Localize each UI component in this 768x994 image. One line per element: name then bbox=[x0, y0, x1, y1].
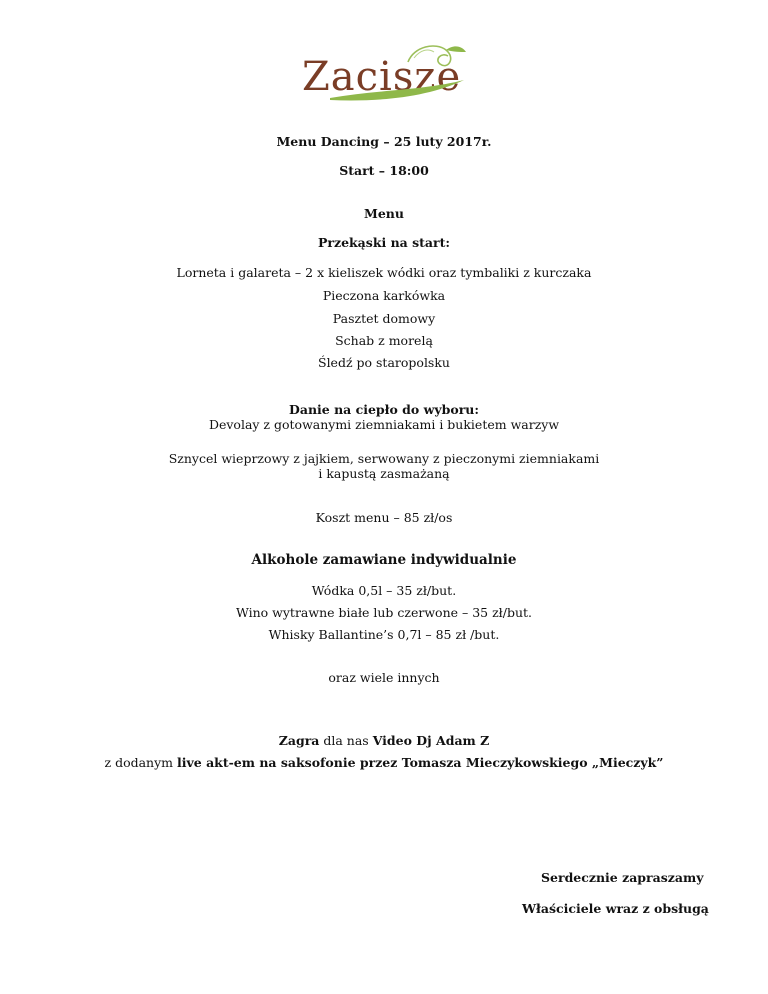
starters-heading: Przekąski na start: bbox=[317, 235, 451, 250]
music-line-1 bbox=[0, 733, 768, 749]
music-connector: dla nas bbox=[319, 733, 373, 748]
starter-item: Lorneta i galareta – 2 x kieliszek wódki oraz tymbaliki z kurczaka bbox=[176, 265, 592, 280]
alcohol-item: Wódka 0,5l – 35 zł/but. bbox=[311, 583, 457, 598]
music-intro: z dodanym bbox=[104, 755, 177, 770]
hot-dish-heading: Danie na ciepło do wyboru: bbox=[289, 402, 479, 417]
menu-title: Menu Dancing – 25 luty 2017r. bbox=[276, 134, 492, 149]
start-time: Start – 18:00 bbox=[339, 163, 429, 178]
alcohol-item: Whisky Ballantine’s 0,7l – 85 zł /but. bbox=[268, 627, 500, 642]
starter-item: Śledź po staropolsku bbox=[318, 355, 450, 370]
logo-text: Zacisze bbox=[302, 54, 462, 100]
hot-dish-option: Sznycel wieprzowy z jajkiem, serwowany z pieczonymi ziemniakami bbox=[168, 451, 600, 466]
menu-price: Koszt menu – 85 zł/os bbox=[315, 510, 453, 525]
closing-invite: Serdecznie zapraszamy bbox=[541, 870, 704, 885]
hot-dish-option-continued: i kapustą zasmażaną bbox=[318, 466, 450, 481]
alcohol-item: Wino wytrawne białe lub czerwone – 35 zł/but. bbox=[235, 605, 532, 620]
alcohol-heading: Alkohole zamawiane indywidualnie bbox=[251, 552, 517, 568]
more-drinks-note: oraz wiele innych bbox=[328, 670, 440, 685]
music-dj-name: Video Dj Adam Z bbox=[372, 733, 490, 748]
closing-signature: Właściciele wraz z obsługą bbox=[522, 901, 709, 916]
zacisze-logo bbox=[296, 40, 474, 106]
starter-item: Pieczona karkówka bbox=[322, 288, 446, 303]
starter-item: Schab z morelą bbox=[335, 333, 433, 348]
music-dj-verb: Zagra bbox=[278, 733, 320, 748]
music-saxophone-act: live akt-em na saksofonie przez Tomasza Mieczykowskiego „Mieczyk” bbox=[177, 755, 664, 770]
hot-dish-option: Devolay z gotowanymi ziemniakami i bukietem warzyw bbox=[208, 417, 560, 432]
logo-leaf-decoration bbox=[446, 46, 466, 52]
starter-item: Pasztet domowy bbox=[332, 311, 436, 326]
menu-heading: Menu bbox=[364, 206, 404, 221]
music-line-2 bbox=[0, 755, 768, 771]
